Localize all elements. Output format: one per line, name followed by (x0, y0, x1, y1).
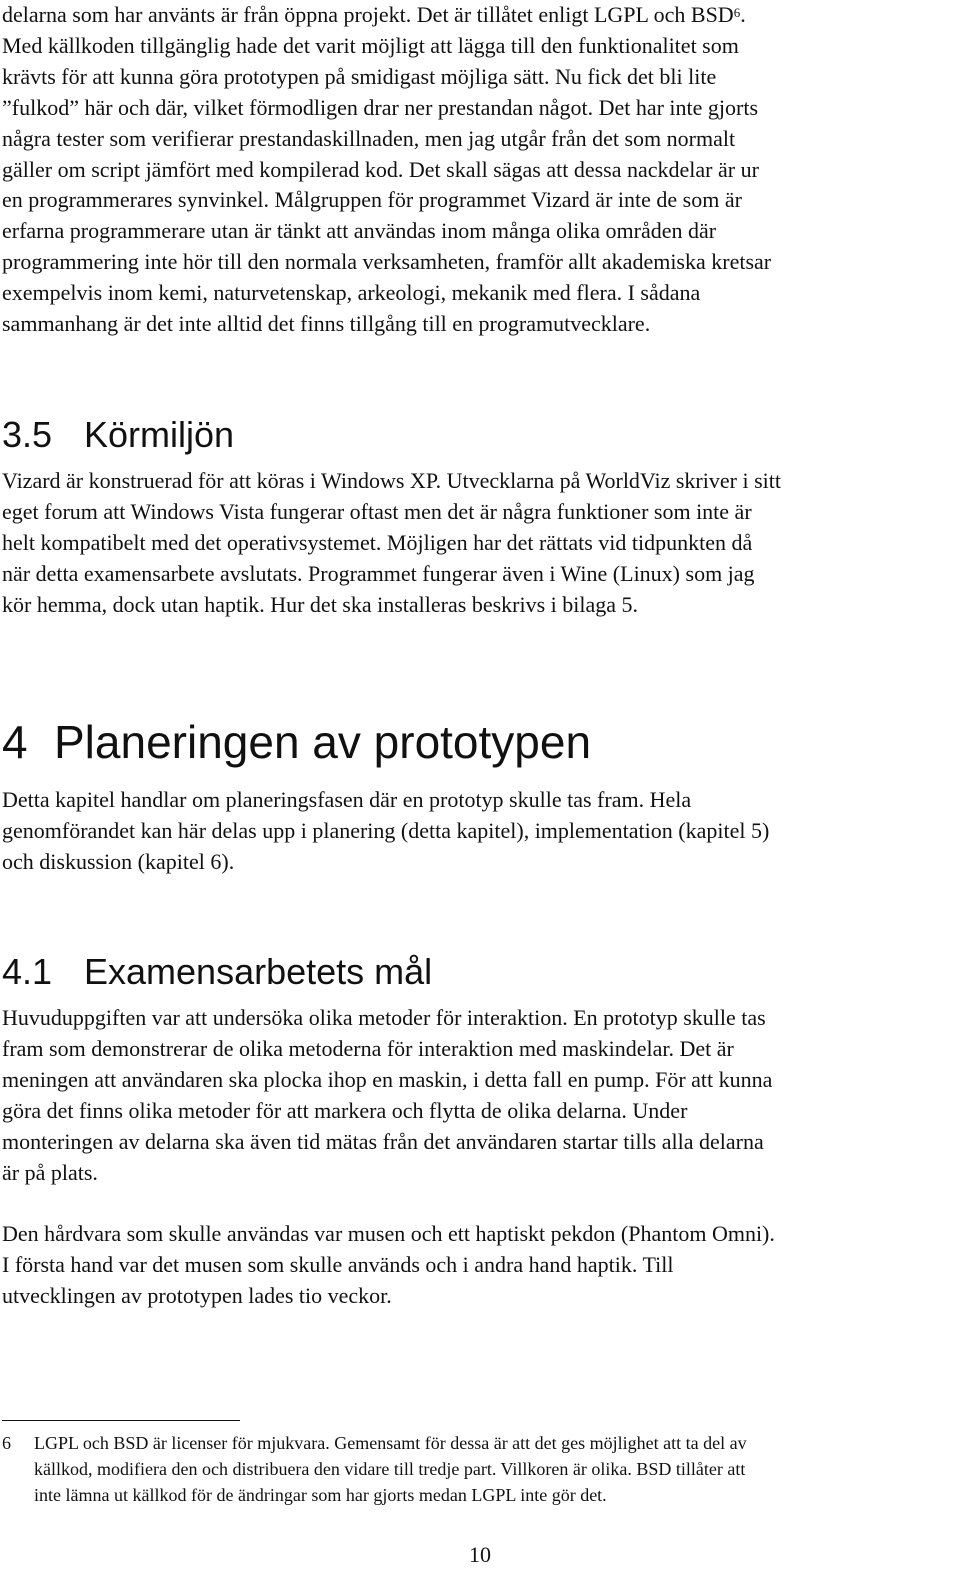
section-4-1-title: Examensarbetets mål (84, 951, 433, 992)
section-3-5-title: Körmiljön (84, 414, 235, 455)
section-3-5-number: 3.5 (2, 414, 53, 455)
page-number: 10 (469, 1542, 491, 1567)
chapter-4-number: 4 (2, 716, 28, 768)
chapter-4-paragraph: Detta kapitel handlar om planeringsfasen där en prototyp skulle tas fram. Hela genomförandet kan här delas upp i planering (detta kapitel), implementation (kapitel 5) och diskussion (kapitel 6). (2, 787, 770, 874)
intro-text-start: delarna som har använts är från öppna projekt. Det är tillåtet enligt LGPL och BSD (2, 2, 734, 27)
intro-text-rest: . Med källkoden tillgänglig hade det varit möjligt att lägga till den funktionalitet som krävts för att kunna göra prototypen på smidigast möjliga sätt. Nu fick det bli lite ”fulkod” här och där, vilket förmodligen drar ner prestandan något. Det har inte gjorts några tester som verifierar prestandaskillnaden, men jag utgår från det som normalt gäller om script jämfört med kompilerad kod. Det skall sägas att dessa nackdelar är ur en programmerares synvinkel. Målgruppen för programmet Vizard är inte de som är erfarna programmerare utan är tänkt att användas inom många olika områden där programmering inte hör till den normala verksamheten, framför allt akademiska kretsar exempelvis inom kemi, naturvetenskap, arkeologi, mekanik med flera. I sådana sammanhang är det inte alltid det finns tillgång till en programutvecklare. (2, 2, 772, 337)
section-4-1-paragraph-2: Den hårdvara som skulle användas var musen och ett haptiskt pekdon (Phantom Omni). I första hand var det musen som skulle används och i andra hand haptik. Till utvecklingen av prototypen lades tio veckor. (2, 1221, 775, 1308)
section-3-5-heading (2, 414, 234, 456)
chapter-4-heading (2, 716, 591, 768)
section-4-1-number: 4.1 (2, 951, 53, 992)
footnote-separator (2, 1420, 240, 1421)
footnote-text: LGPL och BSD är licenser för mjukvara. Gemensamt för dessa är att det ges möjlighet att ta del av källkod, modifiera den och distribuera den vidare till tredje part. Villkoren är olika. BSD tillåter att inte lämna ut källkod för de ändringar som har gjorts medan LGPL inte gör det. (34, 1433, 747, 1505)
intro-paragraph (2, 0, 958, 340)
chapter-4-title: Planeringen av prototypen (54, 716, 592, 768)
section-3-5-paragraph: Vizard är konstruerad för att köras i Windows XP. Utvecklarna på WorldViz skriver i sitt eget forum att Windows Vista fungerar oftast men det är några funktioner som inte är helt kompatibelt med det operativsystemet. Möjligen har det rättats vid tidpunkten då när detta examensarbete avslutats. Programmet fungerar även i Wine (Linux) som jag kör hemma, dock utan haptik. Hur det ska installeras beskrivs i bilaga 5. (2, 468, 781, 617)
section-4-1-heading (2, 951, 432, 993)
footnote (2, 1430, 942, 1508)
footnote-reference[interactable]: 6 (733, 5, 741, 20)
footnote-number: 6 (2, 1433, 11, 1453)
section-4-1-paragraph-1: Huvuduppgiften var att undersöka olika metoder för interaktion. En prototyp skulle tas fram som demonstrerar de olika metoderna för interaktion med maskindelar. Det är meningen att användaren ska plocka ihop en maskin, i detta fall en pump. För att kunna göra det finns olika metoder för att markera och flytta de olika delarna. Under monteringen av delarna ska även tid mätas från det användaren startar tills alla delarna är på plats. (2, 1005, 773, 1185)
